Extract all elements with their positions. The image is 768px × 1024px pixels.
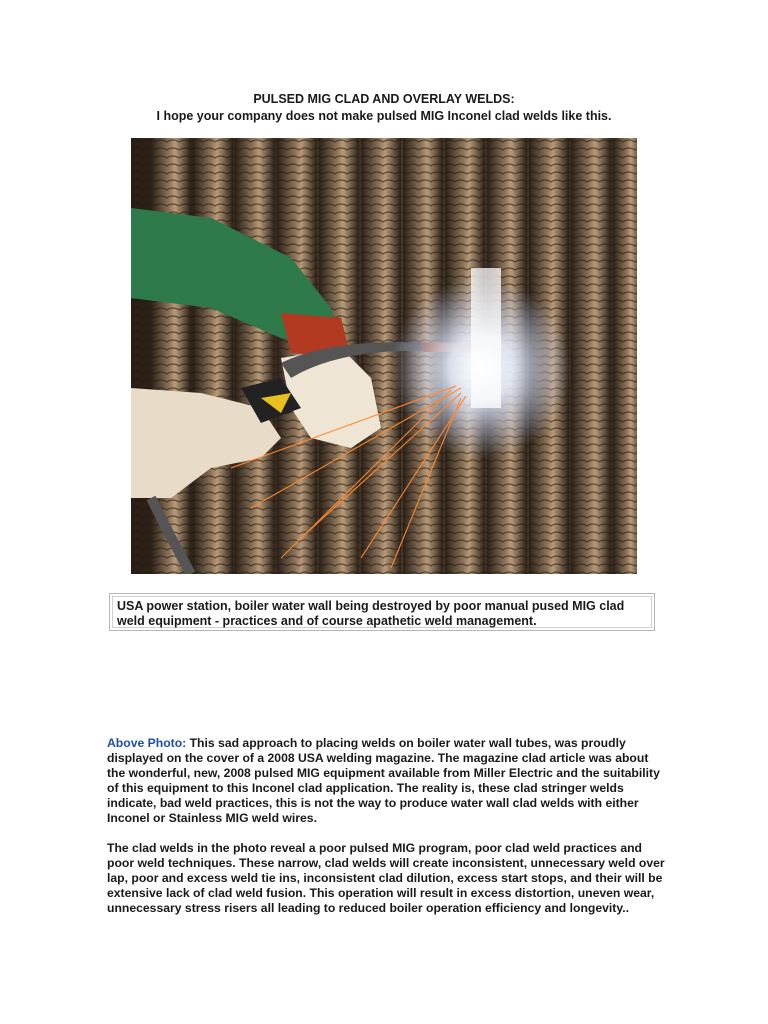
title-line: PULSED MIG CLAD AND OVERLAY WELDS: (253, 92, 515, 106)
caption-text (112, 596, 652, 628)
caption-line: weld equipment - practices and of course apathetic weld management. (117, 614, 537, 628)
paragraph-text: The clad welds in the photo reveal a poor pulsed MIG program, poor clad weld practices and poor weld techniques. These narrow, clad welds will create inconsistent, unnecessary weld over lap, poor and excess weld tie ins, inconsistent clad dilution, excess start stops, and their will be extensive lack of clad weld fusion. This operation will result in excess distortion, uneven wear, unnecessary stress risers all leading to reduced boiler operation efficiency and longevity.. (107, 841, 665, 915)
article-body (107, 736, 667, 931)
page-title (0, 91, 768, 125)
welding-photo (131, 138, 637, 574)
paragraph (107, 841, 667, 916)
caption-line: USA power station, boiler water wall being destroyed by poor manual pused MIG clad (117, 599, 625, 613)
paragraph (107, 736, 667, 826)
paragraph-lead: Above Photo: (107, 736, 187, 750)
paragraph-text: This sad approach to placing welds on boiler water wall tubes, was proudly displayed on the cover of a 2008 USA welding magazine. The magazine clad article was about the wonderful, new, 2008 pulsed MIG equipment available from Miller Electric and the suitability of this equipment to this Inconel clad application. The reality is, these clad stringer welds indicate, bad weld practices, this is not the way to produce water wall clad welds with either Inconel or Stainless MIG weld wires. (107, 736, 660, 825)
welding-photo-illustration (131, 138, 637, 574)
photo-caption (109, 593, 655, 631)
subtitle-line: I hope your company does not make pulsed MIG Inconel clad welds like this. (156, 109, 612, 123)
